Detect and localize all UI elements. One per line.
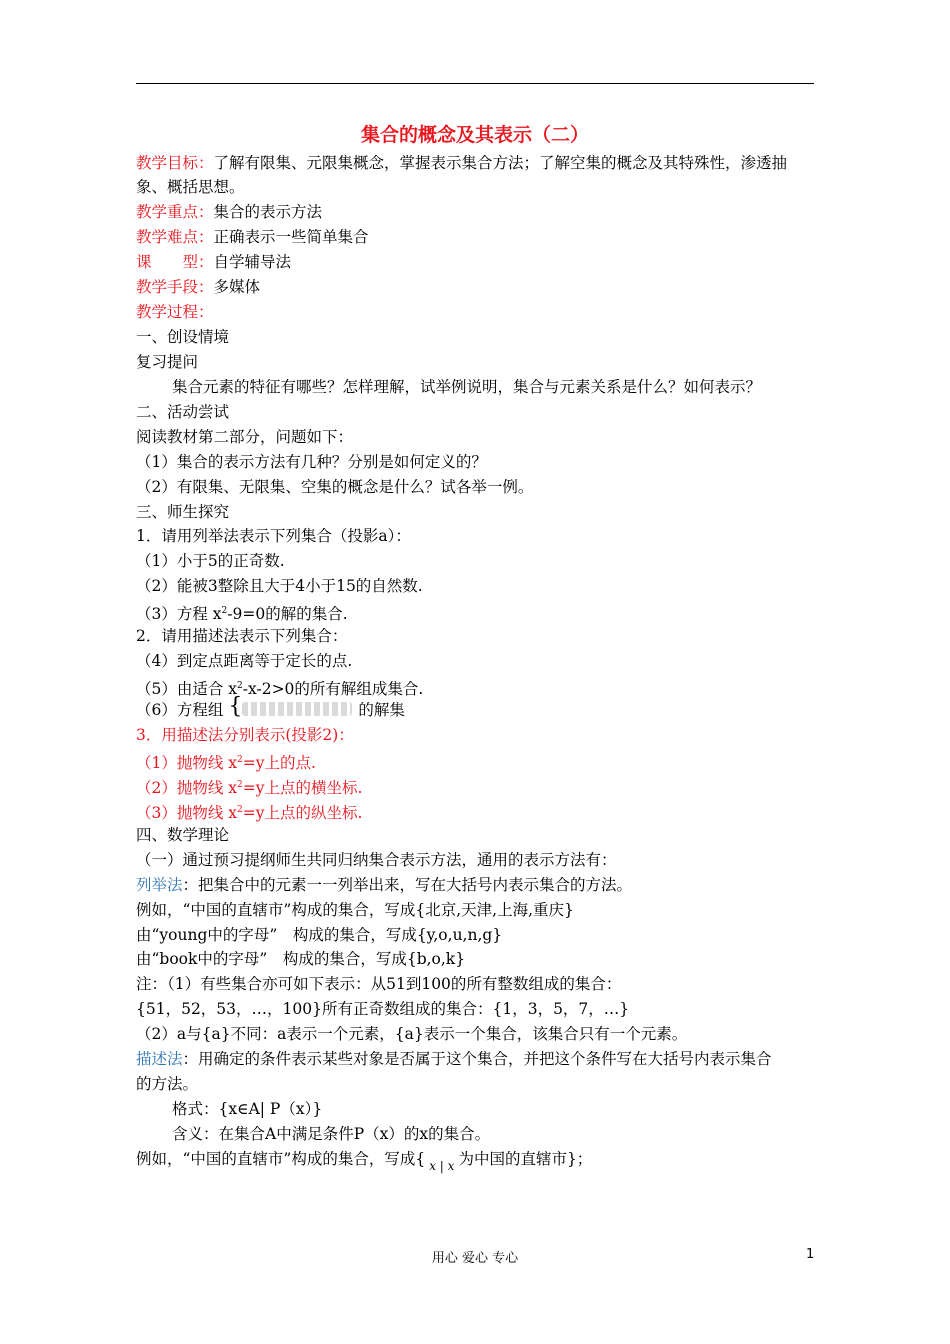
problem-1-item-2: （2）能被3整除且大于4小于15的自然数.: [136, 577, 423, 595]
superscript: 2: [237, 681, 243, 691]
example-2: 由“young中的字母” 构成的集合，写成{y,o,u,n,g}: [136, 926, 503, 944]
example-4: [136, 1147, 592, 1178]
meaning-line: 含义：在集合A中满足条件P（x）的x的集合。: [172, 1125, 491, 1143]
process-label: 教学过程：: [136, 303, 214, 321]
footer-slogan: 用心 爱心 专心: [431, 1251, 519, 1266]
note-2: {51，52，53，…，100}所有正奇数组成的集合：{1，3，5，7，…}: [136, 1000, 630, 1018]
set-builder-var: x | x: [429, 1159, 455, 1173]
goal-line-1: [136, 151, 787, 175]
format-line: 格式：{x∈A| P（x）}: [172, 1100, 323, 1118]
item-text: -9=0的解的集合.: [227, 605, 348, 623]
difficulty-text: 正确表示一些简单集合: [213, 228, 369, 246]
description-text: ：用确定的条件表示某些对象是否属于这个集合，并把这个条件写在大括号内表示集合: [182, 1050, 772, 1068]
superscript: 2: [237, 755, 243, 765]
superscript: 2: [237, 805, 243, 815]
section-3-heading: 三、师生探究: [136, 503, 230, 521]
superscript: 2: [237, 780, 243, 790]
note-1: 注：（1）有些集合亦可如下表示：从51到100的所有整数组成的集合：: [136, 975, 622, 993]
difficulty-line: [136, 225, 369, 249]
problem-1: 1．请用列举法表示下列集合（投影a）：: [136, 527, 411, 545]
item-text: =y上点的横坐标.: [242, 779, 363, 797]
example-1: 例如，“中国的直辖市”构成的集合，写成{北京,天津,上海,重庆}: [136, 901, 574, 919]
problem-1-item-3: [136, 599, 348, 626]
key-point-line: [136, 200, 322, 224]
problem-1-item-1: （1）小于5的正奇数.: [136, 552, 285, 570]
header-rule: [136, 83, 814, 84]
description-definition-2: 的方法。: [136, 1075, 199, 1093]
goal-label: 教学目标：: [136, 154, 214, 172]
question-1: （1）集合的表示方法有几种？分别是如何定义的？: [136, 453, 487, 471]
lesson-type-text: 自学辅导法: [213, 253, 292, 271]
item-text: -x-2>0的所有解组成集合.: [242, 680, 424, 698]
note-3: （2）a与{a}不同：a表示一个元素，{a}表示一个集合，该集合只有一个元素。: [136, 1025, 688, 1043]
item-text: （3）抛物线 x: [136, 804, 238, 822]
key-text: 集合的表示方法: [213, 203, 323, 221]
difficulty-label: 教学难点：: [136, 228, 214, 246]
key-label: 教学重点：: [136, 203, 214, 221]
means-text: 多媒体: [213, 278, 261, 296]
example-text: 为中国的直辖市}；: [458, 1150, 593, 1168]
means-label: 教学手段：: [136, 278, 214, 296]
review-question: 集合元素的特征有哪些？怎样理解，试举例说明，集合与元素关系是什么？如何表示？: [172, 378, 762, 396]
item-text: =y上点的纵坐标.: [242, 804, 363, 822]
lesson-type-label: 课 型：: [136, 253, 214, 271]
left-brace-glyph: {: [228, 694, 243, 719]
item-text: （5）由适合 x: [136, 680, 238, 698]
reading-intro: 阅读教材第二部分，问题如下：: [136, 428, 354, 446]
item-text: =y上的点.: [242, 754, 316, 772]
page-number: 1: [806, 1247, 815, 1262]
problem-2: 2．请用描述法表示下列集合：: [136, 627, 348, 645]
goal-line-2: 象、概括思想。: [136, 178, 245, 196]
problem-3-item-3: [136, 798, 362, 825]
equation-system-image: [228, 694, 358, 720]
section-2-heading: 二、活动尝试: [136, 403, 230, 421]
superscript: 2: [221, 606, 228, 616]
description-label: 描述法: [136, 1050, 183, 1068]
question-2: （2）有限集、无限集、空集的概念是什么？试各举一例。: [136, 478, 534, 496]
problem-2-item-6: [136, 694, 405, 722]
item-text: （3）方程 x: [136, 605, 222, 623]
description-definition-1: [136, 1047, 772, 1071]
page-title: 集合的概念及其表示（二）: [360, 124, 589, 146]
section-1-heading: 一、创设情境: [136, 328, 230, 346]
problem-2-item-4: （4）到定点距离等于定长的点.: [136, 652, 353, 670]
item-text: 的解集: [358, 701, 405, 719]
item-text: （1）抛物线 x: [136, 754, 238, 772]
section-4-heading: 四、数学理论: [136, 826, 230, 844]
goal-text: 了解有限集、元限集概念，掌握表示集合方法；了解空集的概念及其特殊性，渗透抽: [213, 154, 788, 172]
enumeration-definition: [136, 873, 632, 897]
lesson-type-line: [136, 250, 291, 274]
review-subheading: 复习提问: [136, 353, 199, 371]
problem-3-item-2: [136, 773, 362, 800]
example-text: 例如，“中国的直辖市”构成的集合，写成{: [136, 1150, 426, 1168]
enumeration-label: 列举法: [136, 876, 183, 894]
example-3: 由“book中的字母” 构成的集合，写成{b,o,k}: [136, 950, 466, 968]
theory-intro: （一）通过预习提纲师生共同归纳集合表示方法，通用的表示方法有：: [136, 851, 617, 869]
enumeration-text: ：把集合中的元素一一列举出来，写在大括号内表示集合的方法。: [182, 876, 633, 894]
problem-3: 3．用描述法分别表示(投影2)：: [136, 726, 354, 744]
item-text: （6）方程组: [136, 701, 224, 719]
problem-2-item-5: [136, 674, 423, 701]
item-text: （2）抛物线 x: [136, 779, 238, 797]
equation-blur: [242, 702, 352, 716]
problem-3-item-1: [136, 748, 316, 775]
means-line: [136, 275, 260, 299]
